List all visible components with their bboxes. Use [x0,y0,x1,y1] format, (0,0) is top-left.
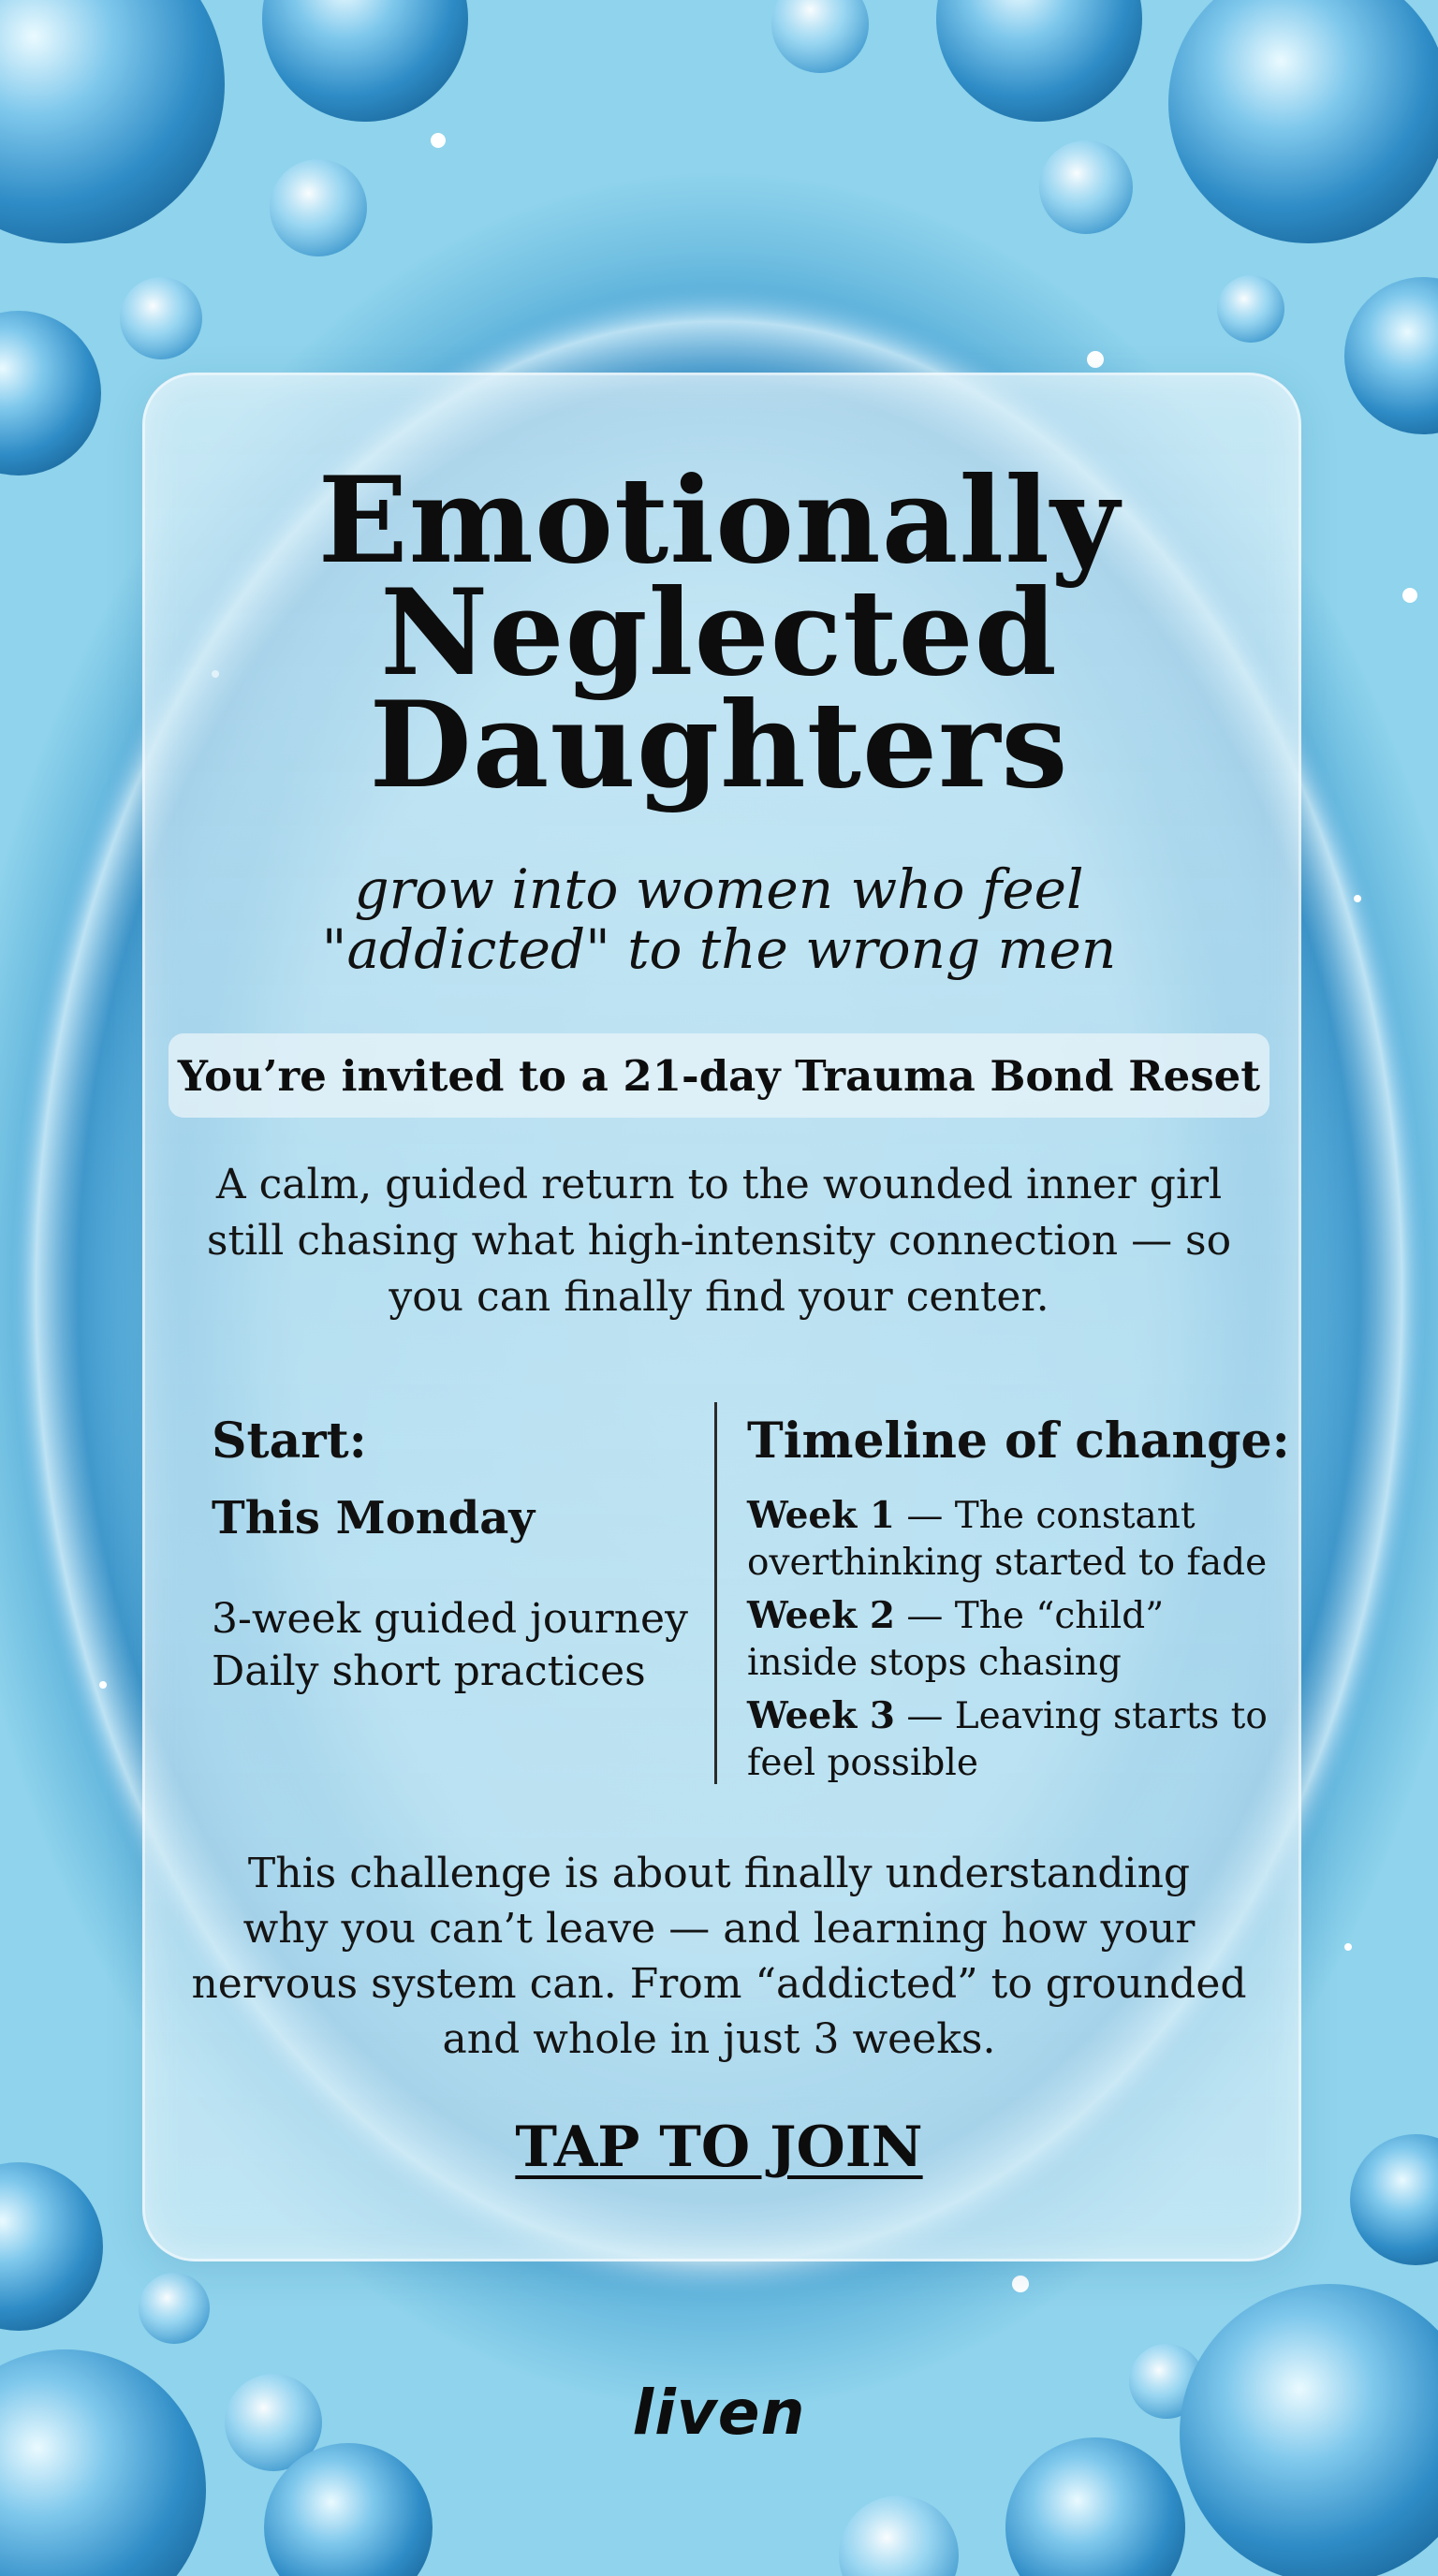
brand-logo: liven [632,2377,806,2449]
closing-line: and whole in just 3 weeks. [442,2015,996,2063]
title-line: Emotionally [317,451,1121,590]
feature-item: Daily short practices [212,1647,646,1695]
feature-item: 3-week guided journey [212,1595,688,1643]
page-title [0,451,1438,814]
timeline-item [747,1692,1271,1787]
week-label: Week 2 [747,1594,895,1637]
title-line: Daughters [369,676,1069,814]
start-column [212,1412,698,1698]
lead-paragraph [187,1157,1251,1325]
week-text: — The constant overthinking started to fade [747,1495,1268,1584]
invite-banner: You’re invited to a 21-day Trauma Bond Reset [169,1033,1269,1118]
lead-line: still chasing what high-intensity connection — so [206,1217,1232,1265]
week-label: Week 1 [747,1494,895,1537]
lead-line: A calm, guided return to the wounded inner girl [215,1161,1223,1208]
week-text: — The “child” inside stops chasing [747,1595,1165,1684]
column-divider [714,1402,717,1784]
subtitle [0,859,1438,979]
title-line: Neglected [380,564,1058,702]
start-date: This Monday [212,1492,536,1544]
timeline-column [747,1412,1290,1793]
feature-list [212,1593,698,1698]
timeline-list [747,1492,1271,1787]
start-heading: Start: [212,1412,367,1470]
closing-paragraph [187,1846,1251,2067]
week-text: — Leaving starts to feel possible [747,1695,1268,1784]
timeline-heading: Timeline of change: [747,1412,1290,1470]
lead-line: you can finally find your center. [389,1273,1049,1321]
timeline-item [747,1592,1271,1687]
closing-line: This challenge is about finally understanding [247,1850,1191,1897]
subtitle-line: "addicted" to the wrong men [321,917,1117,981]
subtitle-line: grow into women who feel [354,857,1084,921]
week-label: Week 3 [747,1694,895,1737]
closing-line: nervous system can. From “addicted” to grounded [191,1960,1247,2008]
timeline-item [747,1492,1271,1587]
closing-line: why you can’t leave — and learning how your [242,1905,1196,1953]
join-link[interactable]: TAP TO JOIN [515,2115,923,2180]
